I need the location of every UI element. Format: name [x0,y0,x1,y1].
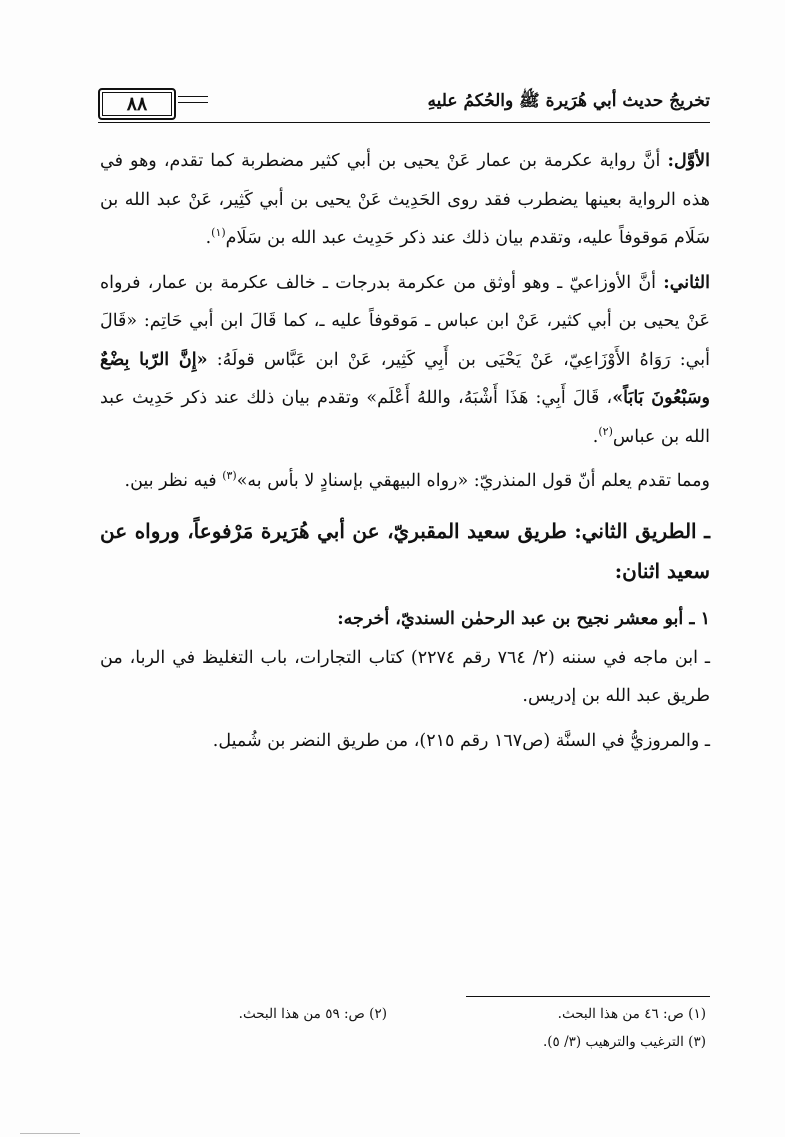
page-number: ٨٨ [98,88,176,120]
footnote-3: (٣) الترغيب والترهيب (٣/ ٥). [542,1034,706,1050]
sub-heading: ١ ـ أبو معشر نجيح بن عبد الرحمٰن السنديّ، أخرجه: [337,608,710,629]
main-text [100,142,710,766]
second-reason-label: الثاني: [663,272,710,293]
mundhiri-text: ومما تقدم يعلم أنّ قول المنذريّ: «رواه البيهقي بإسنادٍ لا بأس به» [236,471,710,491]
section-heading: ـ الطريق الثاني: طريق سعيد المقبريّ، عن أبي هُرَيرة مَرْفوعاً، ورواه عن سعيد اثنان: [100,518,710,583]
paragraph-mundhiri [100,462,710,501]
paragraph-marwazi: ـ والمروزيُّ في السنَّة (ص١٦٧ رقم ٢١٥)، من طريق النضر بن شُميل. [212,730,710,751]
hadith-quote: «إِنَّ الرّبا بِضْعٌ وسَبْعُونَ بَابَاً» [100,349,710,408]
footnote-ref-3: (٣) [222,469,237,483]
paragraph-second-reason: الثاني: أنَّ الأوزاعيّ ـ وهو أوثق من عكرمة بدرجات ـ خالف عكرمة بن عمار، فرواه عَنْ يحيى بن أبي كثير، عَنْ ابن عباس ـ مَوقوفاً عليه ـ، كما قَالَ ابن أبي حَاتِم: «قَالَ أبي: رَوَاهُ الأَوْزَاعِيّ، عَنْ يَحْيَى بن أَبِي كَثِير، عَنْ ابن عَبَّاس قولَهُ: «إِنَّ الرّبا بِضْعٌ وسَبْعُونَ بَابَاً»، قَالَ أَبِي: هَذَا أَشْبَهُ، واللهُ أَعْلَم» وتقدم بيان ذلك عند ذكر حَدِيث عبد الله بن عباس$^{(٢)}$. [100,272,710,447]
footnote-1: (١) ص: ٤٦ من هذا البحث. [557,1006,706,1022]
first-reason-text: أنَّ رواية عكرمة بن عمار عَنْ يحيى بن أبي كثير مضطربة كما تقدم، وهو في هذه الرواية بعينها يضطرب فقد روى الحَدِيث عَنْ يحيى بن أبي كَثِير، عَنْ عبد الله بن سَلَام مَوقوفاً عليه، وتقدم بيان ذلك عند ذكر حَدِيث عبد الله بن سَلَام [100,151,710,248]
header-rule-upper [178,96,208,97]
second-reason-text-cont: ، قَالَ أَبِي: هَذَا أَشْبَهُ، واللهُ أَعْلَم» وتقدم بيان ذلك عند ذكر حَدِيث عبد الله بن عباس [100,388,710,447]
footnote-ref-1: (١) [211,226,226,240]
paragraph-first-reason: الأوَّل: أنَّ رواية عكرمة بن عمار عَنْ يحيى بن أبي كثير مضطربة كما تقدم، وهو في هذه الرواية بعينها يضطرب فقد روى الحَدِيث عَنْ يحيى بن أبي كَثِير، عَنْ عبد الله بن سَلَام مَوقوفاً عليه، وتقدم بيان ذلك عند ذكر حَدِيث عبد الله بن سَلَام$^{(١)}$. [100,151,710,248]
second-reason-text: أنَّ الأوزاعيّ ـ وهو أوثق من عكرمة بدرجات ـ خالف عكرمة بن عمار، فرواه عَنْ يحيى بن أبي كثير، عَنْ ابن عباس ـ مَوقوفاً عليه ـ، كما قَالَ ابن أبي حَاتِم: «قَالَ أبي: رَوَاهُ الأَوْزَاعِيّ، عَنْ يَحْيَى بن أَبِي كَثِير، عَنْ ابن عَبَّاس قولَهُ: [100,272,710,370]
footnote-rule [466,996,710,997]
header-baseline [98,122,710,123]
running-title: تخريجُ حديث أبي هُرَيرة ﷺ والحُكمُ عليهِ [427,91,710,111]
footnote-2: (٢) ص: ٥٩ من هذا البحث. [238,1006,387,1022]
paragraph-ibn-majah: ـ ابن ماجه في سننه (٢/ ٧٦٤ رقم ٢٢٧٤) كتاب التجارات، باب التغليظ في الربا، من طريق عبد الله بن إدريس. [100,647,710,706]
first-reason-label: الأوَّل: [667,151,710,171]
mundhiri-tail: فيه نظر بين. [124,471,217,491]
header-rule-lower [178,102,208,103]
scan-edge-mark [20,1133,80,1134]
footnote-ref-2: (٢) [598,424,613,438]
page-header [98,80,710,124]
